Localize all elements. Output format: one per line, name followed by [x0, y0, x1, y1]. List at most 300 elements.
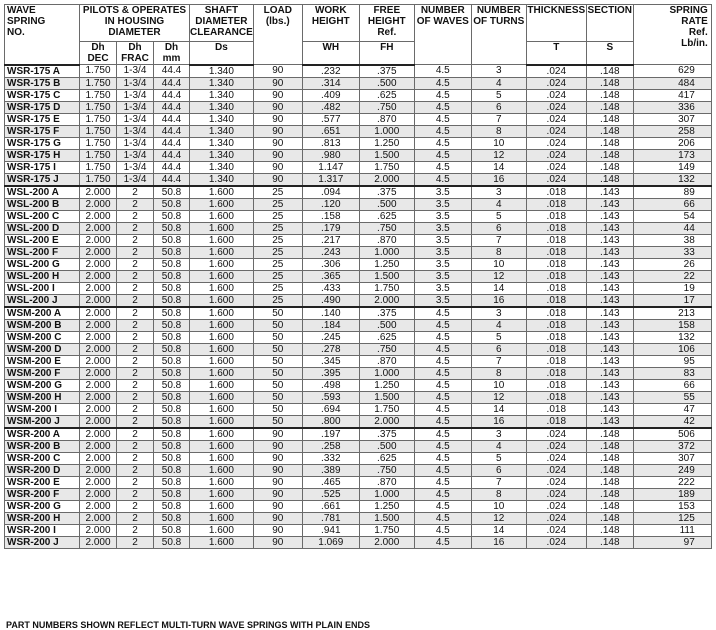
cell-number-of-turns: 3 [471, 307, 526, 320]
cell-dh-dec: 2.000 [80, 210, 117, 222]
cell-dh-mm: 50.8 [154, 403, 190, 415]
cell-free-height: 1.000 [359, 367, 414, 379]
cell-number-of-waves: 4.5 [414, 331, 471, 343]
cell-shaft-clearance: 1.600 [190, 428, 254, 441]
cell-part-number: WSR-175 J [5, 173, 80, 186]
cell-free-height: 1.500 [359, 149, 414, 161]
cell-number-of-turns: 5 [471, 452, 526, 464]
cell-dh-frac: 2 [117, 403, 154, 415]
table-row [5, 536, 712, 548]
cell-section: .143 [586, 403, 633, 415]
cell-dh-mm: 50.8 [154, 246, 190, 258]
table-row [5, 149, 712, 161]
cell-section: .148 [586, 428, 633, 441]
cell-shaft-clearance: 1.600 [190, 367, 254, 379]
cell-work-height: .365 [302, 270, 359, 282]
cell-free-height: .500 [359, 440, 414, 452]
table-row [5, 234, 712, 246]
cell-part-number: WSR-175 D [5, 101, 80, 113]
cell-number-of-waves: 4.5 [414, 89, 471, 101]
cell-dh-dec: 2.000 [80, 403, 117, 415]
header-free-height: FREE HEIGHT Ref. [359, 5, 414, 42]
cell-spring-rate: 125 [633, 512, 711, 524]
cell-free-height: 1.000 [359, 246, 414, 258]
cell-load: 90 [253, 125, 302, 137]
cell-spring-rate: 213 [633, 307, 711, 320]
cell-section: .148 [586, 113, 633, 125]
cell-section: .143 [586, 246, 633, 258]
cell-free-height: .750 [359, 343, 414, 355]
cell-section: .148 [586, 500, 633, 512]
cell-dh-mm: 44.4 [154, 89, 190, 101]
cell-dh-dec: 1.750 [80, 65, 117, 78]
cell-free-height: 1.750 [359, 403, 414, 415]
cell-dh-mm: 50.8 [154, 428, 190, 441]
cell-dh-dec: 2.000 [80, 234, 117, 246]
header-part-blank [5, 42, 80, 65]
cell-part-number: WSR-200 D [5, 464, 80, 476]
cell-free-height: .870 [359, 234, 414, 246]
cell-spring-rate: 206 [633, 137, 711, 149]
cell-shaft-clearance: 1.600 [190, 452, 254, 464]
cell-dh-dec: 2.000 [80, 282, 117, 294]
cell-dh-frac: 2 [117, 379, 154, 391]
cell-number-of-turns: 4 [471, 77, 526, 89]
cell-part-number: WSL-200 A [5, 186, 80, 199]
cell-free-height: .625 [359, 210, 414, 222]
cell-spring-rate: 132 [633, 331, 711, 343]
cell-dh-frac: 2 [117, 536, 154, 548]
cell-free-height: .750 [359, 101, 414, 113]
cell-dh-dec: 2.000 [80, 415, 117, 428]
cell-dh-frac: 1-3/4 [117, 161, 154, 173]
cell-dh-frac: 2 [117, 464, 154, 476]
cell-spring-rate: 132 [633, 173, 711, 186]
cell-shaft-clearance: 1.600 [190, 222, 254, 234]
cell-dh-dec: 2.000 [80, 464, 117, 476]
cell-dh-dec: 2.000 [80, 391, 117, 403]
cell-dh-mm: 44.4 [154, 161, 190, 173]
cell-number-of-waves: 4.5 [414, 428, 471, 441]
cell-shaft-clearance: 1.600 [190, 391, 254, 403]
cell-dh-dec: 2.000 [80, 222, 117, 234]
cell-free-height: .750 [359, 464, 414, 476]
cell-shaft-clearance: 1.600 [190, 379, 254, 391]
cell-dh-mm: 44.4 [154, 137, 190, 149]
cell-dh-mm: 50.8 [154, 464, 190, 476]
cell-spring-rate: 158 [633, 319, 711, 331]
cell-section: .143 [586, 415, 633, 428]
cell-part-number: WSR-175 H [5, 149, 80, 161]
cell-number-of-waves: 3.5 [414, 294, 471, 307]
cell-number-of-turns: 14 [471, 524, 526, 536]
cell-work-height: .245 [302, 331, 359, 343]
footnote: PART NUMBERS SHOWN REFLECT MULTI-TURN WAVE SPRINGS WITH PLAIN ENDS [6, 620, 370, 630]
cell-part-number: WSL-200 D [5, 222, 80, 234]
cell-number-of-waves: 4.5 [414, 476, 471, 488]
cell-free-height: .870 [359, 355, 414, 367]
cell-work-height: .345 [302, 355, 359, 367]
cell-section: .143 [586, 186, 633, 199]
cell-section: .143 [586, 234, 633, 246]
cell-dh-dec: 2.000 [80, 355, 117, 367]
header-section: SECTION [586, 5, 633, 42]
cell-work-height: .465 [302, 476, 359, 488]
cell-thickness: .018 [526, 379, 586, 391]
cell-number-of-turns: 7 [471, 113, 526, 125]
cell-dh-dec: 2.000 [80, 186, 117, 199]
cell-work-height: .258 [302, 440, 359, 452]
cell-work-height: .158 [302, 210, 359, 222]
cell-section: .148 [586, 65, 633, 78]
cell-dh-dec: 2.000 [80, 440, 117, 452]
cell-dh-dec: 2.000 [80, 379, 117, 391]
cell-dh-frac: 1-3/4 [117, 125, 154, 137]
header-number-of-waves: NUMBER OF WAVES [414, 5, 471, 65]
table-body [5, 65, 712, 549]
cell-section: .148 [586, 77, 633, 89]
cell-number-of-waves: 4.5 [414, 536, 471, 548]
header-part-number: WAVE SPRING NO. [5, 5, 80, 42]
cell-load: 25 [253, 258, 302, 270]
cell-number-of-waves: 4.5 [414, 367, 471, 379]
cell-shaft-clearance: 1.600 [190, 210, 254, 222]
table-row [5, 415, 712, 428]
cell-number-of-turns: 12 [471, 149, 526, 161]
cell-dh-frac: 2 [117, 355, 154, 367]
cell-dh-mm: 44.4 [154, 65, 190, 78]
table-row [5, 403, 712, 415]
table-row [5, 222, 712, 234]
cell-free-height: 1.500 [359, 512, 414, 524]
cell-shaft-clearance: 1.340 [190, 89, 254, 101]
cell-number-of-turns: 6 [471, 464, 526, 476]
cell-section: .148 [586, 452, 633, 464]
cell-shaft-clearance: 1.600 [190, 270, 254, 282]
cell-work-height: .800 [302, 415, 359, 428]
cell-part-number: WSL-200 I [5, 282, 80, 294]
cell-section: .148 [586, 536, 633, 548]
cell-spring-rate: 33 [633, 246, 711, 258]
cell-free-height: .500 [359, 319, 414, 331]
cell-load: 25 [253, 270, 302, 282]
cell-dh-dec: 2.000 [80, 524, 117, 536]
cell-spring-rate: 111 [633, 524, 711, 536]
cell-number-of-waves: 4.5 [414, 403, 471, 415]
table-row [5, 452, 712, 464]
cell-free-height: .500 [359, 198, 414, 210]
cell-free-height: 1.250 [359, 258, 414, 270]
cell-spring-rate: 26 [633, 258, 711, 270]
cell-dh-dec: 2.000 [80, 319, 117, 331]
cell-part-number: WSL-200 E [5, 234, 80, 246]
cell-thickness: .024 [526, 428, 586, 441]
cell-thickness: .024 [526, 89, 586, 101]
cell-dh-mm: 50.8 [154, 258, 190, 270]
cell-section: .148 [586, 149, 633, 161]
cell-dh-frac: 2 [117, 391, 154, 403]
cell-spring-rate: 66 [633, 379, 711, 391]
cell-thickness: .024 [526, 476, 586, 488]
cell-thickness: .024 [526, 440, 586, 452]
cell-thickness: .024 [526, 464, 586, 476]
cell-load: 90 [253, 65, 302, 78]
cell-number-of-waves: 4.5 [414, 512, 471, 524]
cell-dh-mm: 50.8 [154, 391, 190, 403]
table-row [5, 379, 712, 391]
cell-thickness: .024 [526, 452, 586, 464]
cell-work-height: .781 [302, 512, 359, 524]
cell-shaft-clearance: 1.600 [190, 282, 254, 294]
cell-number-of-waves: 4.5 [414, 77, 471, 89]
cell-thickness: .018 [526, 319, 586, 331]
cell-dh-frac: 1-3/4 [117, 173, 154, 186]
cell-spring-rate: 336 [633, 101, 711, 113]
cell-load: 90 [253, 440, 302, 452]
table-row [5, 210, 712, 222]
cell-number-of-waves: 4.5 [414, 149, 471, 161]
cell-dh-mm: 50.8 [154, 294, 190, 307]
table-row [5, 258, 712, 270]
cell-thickness: .018 [526, 331, 586, 343]
cell-thickness: .018 [526, 307, 586, 320]
header-symbol-ds: Ds [190, 42, 254, 65]
cell-work-height: .433 [302, 282, 359, 294]
cell-thickness: .024 [526, 536, 586, 548]
cell-free-height: .375 [359, 65, 414, 78]
cell-part-number: WSM-200 C [5, 331, 80, 343]
cell-work-height: .941 [302, 524, 359, 536]
cell-thickness: .024 [526, 137, 586, 149]
cell-dh-mm: 50.8 [154, 415, 190, 428]
header-dh-mm: Dh mm [154, 42, 190, 65]
cell-number-of-waves: 3.5 [414, 198, 471, 210]
cell-dh-frac: 2 [117, 512, 154, 524]
cell-thickness: .024 [526, 101, 586, 113]
cell-dh-dec: 2.000 [80, 343, 117, 355]
header-symbol-s: S [586, 42, 633, 65]
cell-spring-rate: 95 [633, 355, 711, 367]
cell-section: .143 [586, 367, 633, 379]
cell-number-of-turns: 3 [471, 65, 526, 78]
cell-shaft-clearance: 1.600 [190, 186, 254, 199]
cell-dh-mm: 50.8 [154, 222, 190, 234]
cell-load: 50 [253, 415, 302, 428]
cell-spring-rate: 258 [633, 125, 711, 137]
cell-free-height: 2.000 [359, 294, 414, 307]
cell-thickness: .018 [526, 198, 586, 210]
cell-dh-frac: 2 [117, 331, 154, 343]
cell-load: 50 [253, 319, 302, 331]
table-row [5, 476, 712, 488]
cell-section: .148 [586, 440, 633, 452]
cell-dh-frac: 2 [117, 282, 154, 294]
cell-dh-mm: 44.4 [154, 149, 190, 161]
cell-spring-rate: 629 [633, 65, 711, 78]
cell-number-of-waves: 4.5 [414, 524, 471, 536]
cell-spring-rate: 307 [633, 113, 711, 125]
header-thickness: THICKNESS [526, 5, 586, 42]
cell-dh-frac: 2 [117, 222, 154, 234]
cell-spring-rate: 22 [633, 270, 711, 282]
table-row [5, 294, 712, 307]
cell-free-height: .375 [359, 428, 414, 441]
cell-dh-dec: 2.000 [80, 512, 117, 524]
cell-dh-dec: 2.000 [80, 476, 117, 488]
cell-part-number: WSM-200 E [5, 355, 80, 367]
cell-dh-mm: 50.8 [154, 440, 190, 452]
cell-load: 90 [253, 113, 302, 125]
cell-dh-frac: 1-3/4 [117, 101, 154, 113]
cell-spring-rate: 83 [633, 367, 711, 379]
cell-shaft-clearance: 1.600 [190, 512, 254, 524]
cell-shaft-clearance: 1.600 [190, 440, 254, 452]
cell-spring-rate: 417 [633, 89, 711, 101]
cell-section: .148 [586, 488, 633, 500]
cell-work-height: .593 [302, 391, 359, 403]
cell-free-height: 1.500 [359, 270, 414, 282]
cell-dh-frac: 2 [117, 210, 154, 222]
cell-shaft-clearance: 1.340 [190, 149, 254, 161]
cell-number-of-waves: 4.5 [414, 125, 471, 137]
cell-dh-dec: 2.000 [80, 536, 117, 548]
cell-free-height: 1.750 [359, 282, 414, 294]
cell-spring-rate: 149 [633, 161, 711, 173]
cell-number-of-turns: 12 [471, 270, 526, 282]
cell-free-height: 1.250 [359, 137, 414, 149]
cell-dh-mm: 50.8 [154, 476, 190, 488]
cell-number-of-turns: 10 [471, 379, 526, 391]
cell-part-number: WSL-200 H [5, 270, 80, 282]
cell-free-height: .625 [359, 452, 414, 464]
cell-work-height: .278 [302, 343, 359, 355]
cell-dh-dec: 1.750 [80, 101, 117, 113]
cell-number-of-waves: 3.5 [414, 246, 471, 258]
cell-dh-dec: 1.750 [80, 89, 117, 101]
cell-dh-frac: 2 [117, 294, 154, 307]
cell-part-number: WSR-175 A [5, 65, 80, 78]
cell-work-height: .482 [302, 101, 359, 113]
cell-number-of-waves: 4.5 [414, 65, 471, 78]
cell-shaft-clearance: 1.340 [190, 161, 254, 173]
cell-dh-frac: 2 [117, 452, 154, 464]
table-row [5, 113, 712, 125]
cell-number-of-turns: 4 [471, 319, 526, 331]
cell-shaft-clearance: 1.600 [190, 488, 254, 500]
cell-dh-dec: 1.750 [80, 149, 117, 161]
cell-dh-dec: 2.000 [80, 488, 117, 500]
cell-load: 25 [253, 294, 302, 307]
cell-dh-dec: 2.000 [80, 246, 117, 258]
cell-load: 50 [253, 367, 302, 379]
cell-number-of-turns: 12 [471, 391, 526, 403]
cell-part-number: WSR-175 G [5, 137, 80, 149]
cell-dh-mm: 50.8 [154, 355, 190, 367]
cell-thickness: .024 [526, 77, 586, 89]
cell-work-height: .217 [302, 234, 359, 246]
cell-dh-dec: 2.000 [80, 452, 117, 464]
cell-number-of-waves: 4.5 [414, 173, 471, 186]
cell-shaft-clearance: 1.340 [190, 113, 254, 125]
cell-number-of-turns: 14 [471, 161, 526, 173]
cell-free-height: 1.250 [359, 500, 414, 512]
table-row [5, 186, 712, 199]
cell-work-height: .409 [302, 89, 359, 101]
cell-section: .143 [586, 210, 633, 222]
cell-load: 90 [253, 161, 302, 173]
cell-dh-dec: 1.750 [80, 125, 117, 137]
cell-spring-rate: 153 [633, 500, 711, 512]
cell-thickness: .024 [526, 488, 586, 500]
cell-shaft-clearance: 1.340 [190, 137, 254, 149]
cell-number-of-turns: 10 [471, 258, 526, 270]
cell-part-number: WSL-200 B [5, 198, 80, 210]
cell-spring-rate: 44 [633, 222, 711, 234]
cell-shaft-clearance: 1.600 [190, 403, 254, 415]
cell-load: 90 [253, 512, 302, 524]
cell-number-of-turns: 12 [471, 512, 526, 524]
cell-part-number: WSR-200 F [5, 488, 80, 500]
cell-number-of-waves: 4.5 [414, 391, 471, 403]
cell-part-number: WSL-200 F [5, 246, 80, 258]
cell-spring-rate: 222 [633, 476, 711, 488]
cell-load: 90 [253, 500, 302, 512]
cell-load: 25 [253, 210, 302, 222]
cell-dh-frac: 1-3/4 [117, 137, 154, 149]
cell-free-height: 2.000 [359, 173, 414, 186]
cell-part-number: WSR-200 E [5, 476, 80, 488]
cell-shaft-clearance: 1.600 [190, 198, 254, 210]
cell-dh-mm: 44.4 [154, 173, 190, 186]
cell-section: .148 [586, 125, 633, 137]
cell-shaft-clearance: 1.340 [190, 77, 254, 89]
table-row [5, 464, 712, 476]
table-row [5, 307, 712, 320]
cell-number-of-turns: 14 [471, 403, 526, 415]
cell-work-height: .980 [302, 149, 359, 161]
table-row [5, 65, 712, 78]
cell-thickness: .018 [526, 415, 586, 428]
cell-number-of-turns: 7 [471, 355, 526, 367]
cell-dh-mm: 50.8 [154, 452, 190, 464]
cell-load: 50 [253, 355, 302, 367]
cell-work-height: 1.147 [302, 161, 359, 173]
cell-dh-frac: 2 [117, 488, 154, 500]
cell-spring-rate: 189 [633, 488, 711, 500]
cell-shaft-clearance: 1.600 [190, 415, 254, 428]
spring-spec-table [4, 4, 712, 549]
cell-section: .148 [586, 173, 633, 186]
cell-section: .143 [586, 331, 633, 343]
cell-dh-mm: 44.4 [154, 77, 190, 89]
cell-part-number: WSM-200 B [5, 319, 80, 331]
cell-number-of-waves: 4.5 [414, 343, 471, 355]
cell-dh-frac: 2 [117, 415, 154, 428]
cell-dh-frac: 2 [117, 198, 154, 210]
cell-part-number: WSM-200 F [5, 367, 80, 379]
cell-dh-mm: 50.8 [154, 234, 190, 246]
cell-section: .148 [586, 101, 633, 113]
cell-number-of-turns: 14 [471, 282, 526, 294]
table-row [5, 524, 712, 536]
cell-dh-dec: 2.000 [80, 258, 117, 270]
cell-shaft-clearance: 1.600 [190, 246, 254, 258]
cell-number-of-waves: 3.5 [414, 270, 471, 282]
cell-number-of-waves: 4.5 [414, 101, 471, 113]
cell-work-height: .232 [302, 65, 359, 78]
cell-shaft-clearance: 1.600 [190, 319, 254, 331]
cell-dh-frac: 1-3/4 [117, 65, 154, 78]
